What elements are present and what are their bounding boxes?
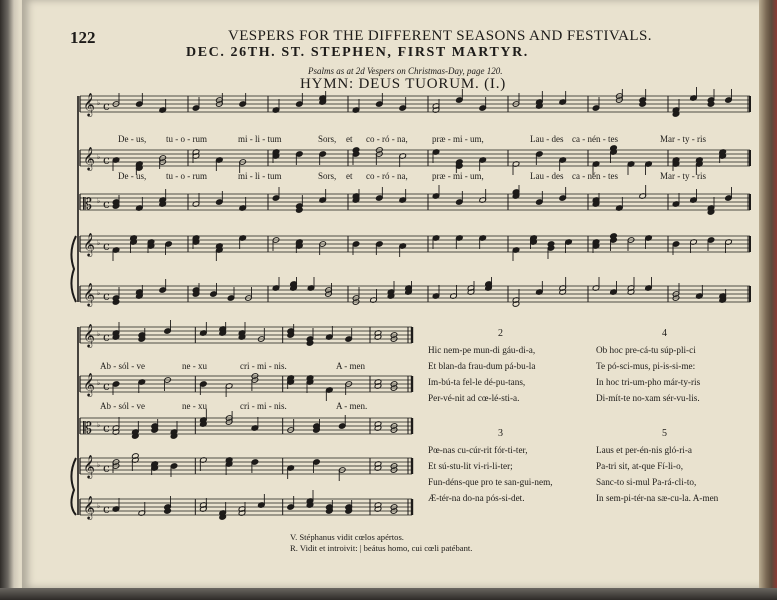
page-number: 122 xyxy=(70,28,96,47)
treble-clef-icon: 𝄞 xyxy=(83,323,95,347)
stanza-number: 3 xyxy=(498,428,503,439)
brace-icon xyxy=(71,458,76,515)
lyric: A - men. xyxy=(336,401,368,411)
lyric: ca - nén - tes xyxy=(572,171,618,181)
stanza-line: Per-vé-nit ad cœ-lé-sti-a. xyxy=(428,393,520,403)
psalms-note: Psalms as at 2d Vespers on Christmas-Day, page 120. xyxy=(308,66,503,76)
lyric: et xyxy=(346,171,353,181)
stanza-line: In hoc tri-um-pho már-ty-ris xyxy=(596,377,701,387)
stanza-line: Di-mít-te no-xam sér-vu-lis. xyxy=(596,393,700,403)
treble-clef-icon: 𝄞 xyxy=(83,495,95,519)
lyric: ne - xu xyxy=(182,401,207,411)
treble-clef-icon: 𝄞 xyxy=(83,282,95,306)
stanza-line: In sem-pi-tér-na sæ-cu-la. A-men xyxy=(596,493,719,503)
treble-clef-icon: 𝄞 xyxy=(83,232,95,256)
lyric: Lau - des xyxy=(530,134,564,144)
treble-clef-icon: 𝄞 xyxy=(83,454,95,478)
feast-title: DEC. 26TH. ST. STEPHEN, FIRST MARTYR. xyxy=(186,45,529,60)
lyric: ne - xu xyxy=(182,361,207,371)
running-header: VESPERS FOR THE DIFFERENT SEASONS AND FESTIVALS. xyxy=(228,28,652,44)
common-time-icon: c xyxy=(103,330,110,344)
lyric: cri - mi - nis. xyxy=(240,361,287,371)
stanza-number: 4 xyxy=(662,328,667,339)
lyric: De - us, xyxy=(118,134,147,144)
stanza-number: 2 xyxy=(498,328,503,339)
common-time-icon: c xyxy=(103,289,110,303)
lyric: Sors, xyxy=(318,134,337,144)
stanza-line: Æ-tér-na do-na pós-si-det. xyxy=(428,493,525,503)
common-time-icon: c xyxy=(103,239,110,253)
lyric: Ab - sól - ve xyxy=(100,401,145,411)
response: R. Vidit et introivit: | beátus homo, cui cœli patébant. xyxy=(290,543,473,553)
brace-icon xyxy=(71,236,76,302)
treble-clef-icon: 𝄞 xyxy=(83,146,95,170)
hymn-title: HYMN: DEUS TUORUM. (I.) xyxy=(300,76,507,92)
common-time-icon: c xyxy=(103,379,110,393)
common-time-icon: c xyxy=(103,461,110,475)
lyric: Ab - sól - ve xyxy=(100,361,145,371)
flat-icon: ♭ xyxy=(97,379,101,387)
common-time-icon: c xyxy=(103,502,110,516)
stanza-line: Pa-tri sit, at-que Fí-li-o, xyxy=(596,461,684,471)
lyric: tu - o - rum xyxy=(166,134,207,144)
flat-icon: ♭ xyxy=(97,197,101,205)
common-time-icon: c xyxy=(103,153,110,167)
versicle: V. Stéphanus vidit cœlos apértos. xyxy=(290,532,404,542)
lyric: Mar - ty - ris xyxy=(660,134,706,144)
lyric: co - ró - na, xyxy=(366,134,408,144)
lyric: mi - li - tum xyxy=(238,134,282,144)
flat-icon: ♭ xyxy=(97,289,101,297)
lyric: ca - nén - tes xyxy=(572,134,618,144)
alto-clef-icon: 𝄡 xyxy=(83,418,92,437)
common-time-icon: c xyxy=(103,197,110,211)
flat-icon: ♭ xyxy=(97,239,101,247)
stanza-line: Et blan-da frau-dum pá-bu-la xyxy=(428,361,536,371)
flat-icon: ♭ xyxy=(97,330,101,338)
flat-icon: ♭ xyxy=(97,461,101,469)
lyric: et xyxy=(346,134,353,144)
stanza-line: Ob hoc pre-cá-tu súp-pli-ci xyxy=(596,345,696,355)
stanza-line: Te pó-sci-mus, pi-is-si-me: xyxy=(596,361,696,371)
flat-icon: ♭ xyxy=(97,153,101,161)
stanza-line: Sanc-to si-mul Pa-rá-cli-to, xyxy=(596,477,697,487)
treble-clef-icon: 𝄞 xyxy=(83,92,95,116)
alto-clef-icon: 𝄡 xyxy=(83,194,92,213)
stanza-line: Fun-déns-que pro te san-gui-nem, xyxy=(428,477,553,487)
stanza-number: 5 xyxy=(662,428,667,439)
lyric: præ - mi - um, xyxy=(432,134,484,144)
stanza-line: Et sú-stu-lit vi-ri-li-ter; xyxy=(428,461,513,471)
lyric: tu - o - rum xyxy=(166,171,207,181)
flat-icon: ♭ xyxy=(97,421,101,429)
stanza-line: Hic nem-pe mun-di gáu-di-a, xyxy=(428,345,536,355)
flat-icon: ♭ xyxy=(97,502,101,510)
lyric: præ - mi - um, xyxy=(432,171,484,181)
common-time-icon: c xyxy=(103,99,110,113)
stanza-line: Im-bú-ta fel-le dé-pu-tans, xyxy=(428,377,526,387)
common-time-icon: c xyxy=(103,421,110,435)
lyric: De - us, xyxy=(118,171,147,181)
lyric: Sors, xyxy=(318,171,337,181)
lyric: mi - li - tum xyxy=(238,171,282,181)
lyric: Mar - ty - ris xyxy=(660,171,706,181)
stanza-line: Laus et per-én-nis gló-ri-a xyxy=(596,445,692,455)
stanza-line: Pœ-nas cu-cúr-rit fór-ti-ter, xyxy=(428,445,528,455)
lyric: co - ró - na, xyxy=(366,171,408,181)
lyric: cri - mi - nis. xyxy=(240,401,287,411)
treble-clef-icon: 𝄞 xyxy=(83,372,95,396)
lyric: A - men xyxy=(336,361,365,371)
flat-icon: ♭ xyxy=(97,99,101,107)
lyric: Lau - des xyxy=(530,171,564,181)
